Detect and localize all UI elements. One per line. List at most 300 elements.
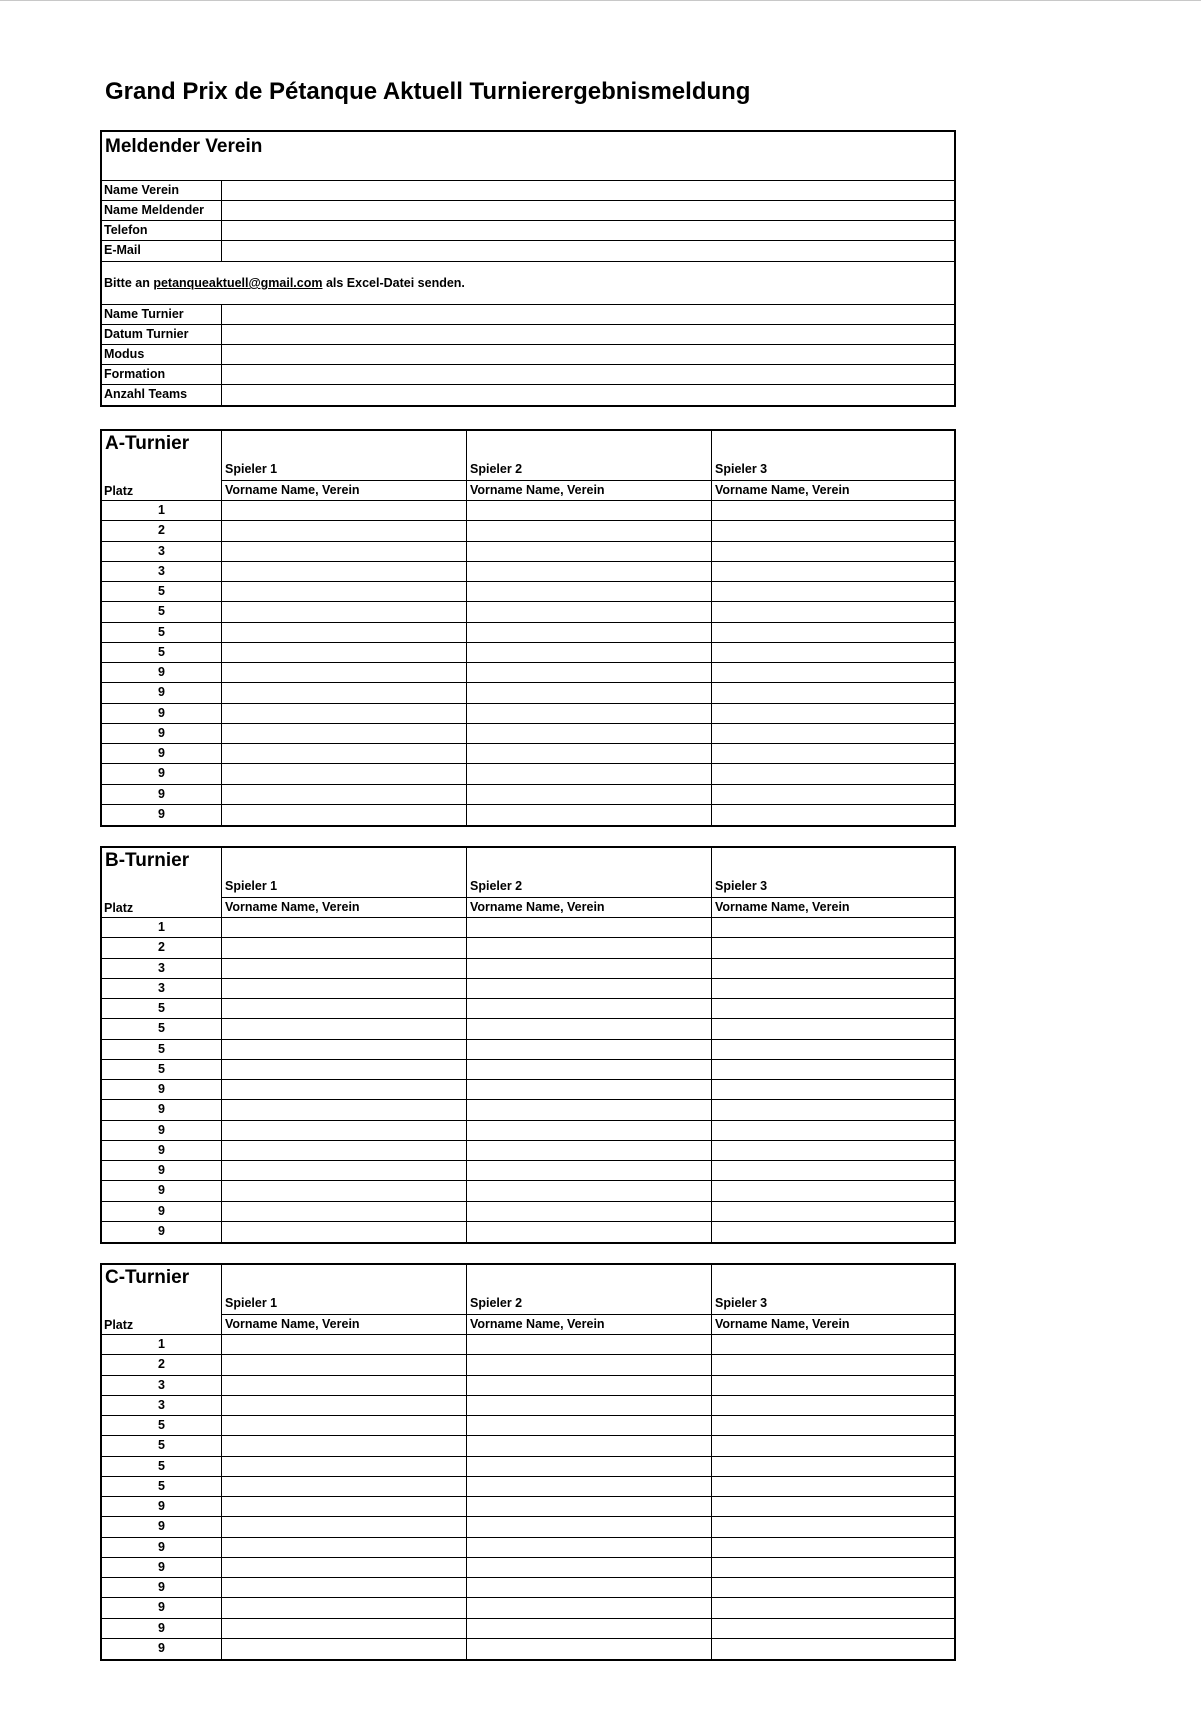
note-before: Bitte an	[104, 276, 154, 290]
player-cell[interactable]	[712, 521, 954, 540]
table-row	[102, 1396, 954, 1416]
form-input[interactable]	[222, 385, 954, 405]
player-cell[interactable]	[712, 1598, 954, 1617]
player-cell[interactable]	[712, 1619, 954, 1638]
player-cell[interactable]	[712, 1517, 954, 1536]
table-row	[102, 1416, 954, 1436]
table-row	[102, 1040, 954, 1060]
table-row	[102, 1436, 954, 1456]
player-column-header	[222, 431, 467, 500]
player-subheader: Vorname Name, Verein	[467, 897, 711, 917]
form-label: E-Mail	[102, 241, 222, 261]
club-section-heading	[102, 132, 954, 181]
table-row	[102, 764, 954, 784]
player-cell[interactable]	[467, 1040, 712, 1059]
player-cell[interactable]	[467, 1416, 712, 1435]
player-cell[interactable]	[467, 602, 712, 621]
player-cell[interactable]	[222, 1100, 467, 1119]
player-cell[interactable]	[222, 623, 467, 642]
table-row	[102, 1376, 954, 1396]
player-cell[interactable]	[467, 1598, 712, 1617]
player-cell[interactable]	[712, 582, 954, 601]
player-column-header	[222, 848, 467, 917]
table-row	[102, 1355, 954, 1375]
form-row	[102, 305, 954, 325]
table-row	[102, 1558, 954, 1578]
player-cell[interactable]	[467, 521, 712, 540]
table-row	[102, 1639, 954, 1659]
rank-cell: 9	[102, 1517, 222, 1536]
table-row	[102, 643, 954, 663]
player-cell[interactable]	[222, 501, 467, 520]
table-row	[102, 1141, 954, 1161]
rank-column-header: Platz	[104, 901, 134, 915]
table-row	[102, 1457, 954, 1477]
player-cell[interactable]	[712, 643, 954, 662]
player-column-header	[467, 848, 712, 917]
player-label: Spieler 3	[715, 462, 768, 476]
player-cell[interactable]	[467, 724, 712, 743]
table-row	[102, 724, 954, 744]
player-cell[interactable]	[712, 683, 954, 702]
rank-cell: 5	[102, 623, 222, 642]
club-heading-text: Meldender Verein	[105, 136, 263, 157]
player-label: Spieler 1	[225, 462, 278, 476]
player-subheader: Vorname Name, Verein	[467, 480, 711, 500]
player-cell[interactable]	[222, 1416, 467, 1435]
player-cell[interactable]	[222, 1436, 467, 1455]
table-row	[102, 1619, 954, 1639]
player-cell[interactable]	[712, 959, 954, 978]
table-row	[102, 959, 954, 979]
player-cell[interactable]	[712, 1416, 954, 1435]
player-cell[interactable]	[712, 999, 954, 1018]
tournament-name: A-Turnier	[105, 433, 190, 454]
form-row	[102, 181, 954, 201]
player-cell[interactable]	[222, 1161, 467, 1180]
rank-header-cell	[102, 1265, 222, 1334]
form-label: Name Meldender	[102, 201, 222, 220]
club-fields	[102, 181, 954, 261]
rank-cell: 9	[102, 1161, 222, 1180]
player-subheader: Vorname Name, Verein	[712, 1314, 954, 1334]
player-cell[interactable]	[712, 918, 954, 937]
rank-cell: 5	[102, 1416, 222, 1435]
table-header	[102, 431, 954, 501]
player-label: Spieler 3	[715, 1296, 768, 1310]
player-cell[interactable]	[712, 1436, 954, 1455]
player-cell[interactable]	[222, 1598, 467, 1617]
player-cell[interactable]	[712, 1639, 954, 1659]
player-cell[interactable]	[222, 521, 467, 540]
player-cell[interactable]	[712, 1457, 954, 1476]
player-cell[interactable]	[712, 602, 954, 621]
player-cell[interactable]	[467, 1181, 712, 1200]
table-row	[102, 1060, 954, 1080]
rank-cell: 1	[102, 918, 222, 937]
player-cell[interactable]	[467, 999, 712, 1018]
table-row	[102, 1080, 954, 1100]
player-cell[interactable]	[467, 1619, 712, 1638]
player-cell[interactable]	[222, 704, 467, 723]
form-row	[102, 201, 954, 221]
player-cell[interactable]	[712, 1578, 954, 1597]
rank-cell: 9	[102, 1080, 222, 1099]
form-input[interactable]	[222, 365, 954, 384]
player-cell[interactable]	[222, 1141, 467, 1160]
rank-cell: 5	[102, 582, 222, 601]
player-cell[interactable]	[712, 1477, 954, 1496]
player-cell[interactable]	[467, 1100, 712, 1119]
player-cell[interactable]	[467, 1019, 712, 1038]
player-cell[interactable]	[222, 1457, 467, 1476]
rank-cell: 3	[102, 542, 222, 561]
rank-cell: 3	[102, 1376, 222, 1395]
player-cell[interactable]	[467, 1141, 712, 1160]
rank-cell: 9	[102, 1222, 222, 1242]
player-cell[interactable]	[712, 562, 954, 581]
player-cell[interactable]	[222, 1181, 467, 1200]
rank-cell: 9	[102, 1578, 222, 1597]
rank-cell: 1	[102, 1335, 222, 1354]
table-row	[102, 1019, 954, 1039]
player-cell[interactable]	[222, 663, 467, 682]
player-cell[interactable]	[712, 805, 954, 825]
table-row	[102, 1100, 954, 1120]
player-cell[interactable]	[712, 1161, 954, 1180]
player-column-header	[712, 431, 954, 500]
player-cell[interactable]	[222, 643, 467, 662]
table-row	[102, 1517, 954, 1537]
table-row	[102, 1181, 954, 1201]
player-subheader: Vorname Name, Verein	[712, 480, 954, 500]
rank-cell: 9	[102, 785, 222, 804]
player-cell[interactable]	[712, 542, 954, 561]
rank-cell: 5	[102, 602, 222, 621]
form-input[interactable]	[222, 305, 954, 324]
player-cell[interactable]	[222, 999, 467, 1018]
player-cell[interactable]	[467, 542, 712, 561]
player-cell[interactable]	[222, 938, 467, 957]
player-cell[interactable]	[467, 562, 712, 581]
rank-column-header: Platz	[104, 1318, 134, 1332]
player-cell[interactable]	[467, 704, 712, 723]
player-cell[interactable]	[467, 1161, 712, 1180]
table-header	[102, 848, 954, 918]
rank-cell: 2	[102, 521, 222, 540]
player-cell[interactable]	[222, 562, 467, 581]
note-after: als Excel-Datei senden.	[322, 276, 465, 290]
player-cell[interactable]	[467, 1558, 712, 1577]
player-cell[interactable]	[222, 1060, 467, 1079]
player-cell[interactable]	[712, 724, 954, 743]
player-cell[interactable]	[712, 1355, 954, 1374]
player-column-header	[467, 1265, 712, 1334]
table-row	[102, 562, 954, 582]
player-cell[interactable]	[222, 1222, 467, 1242]
player-subheader: Vorname Name, Verein	[222, 480, 466, 500]
rank-cell: 2	[102, 1355, 222, 1374]
rank-cell: 3	[102, 979, 222, 998]
tournament-table-c	[100, 1263, 956, 1661]
table-row	[102, 744, 954, 764]
rank-cell: 9	[102, 1202, 222, 1221]
player-cell[interactable]	[222, 1335, 467, 1354]
player-cell[interactable]	[712, 1376, 954, 1395]
tournament-info-fields	[102, 305, 954, 405]
player-cell[interactable]	[467, 1121, 712, 1140]
rank-cell: 5	[102, 1040, 222, 1059]
player-cell[interactable]	[222, 1639, 467, 1659]
rank-cell: 5	[102, 999, 222, 1018]
player-cell[interactable]	[467, 1355, 712, 1374]
player-cell[interactable]	[222, 1019, 467, 1038]
player-cell[interactable]	[712, 1202, 954, 1221]
player-cell[interactable]	[467, 1060, 712, 1079]
form-label: Datum Turnier	[102, 325, 222, 344]
player-cell[interactable]	[712, 1222, 954, 1242]
player-cell[interactable]	[222, 1040, 467, 1059]
player-cell[interactable]	[467, 1202, 712, 1221]
player-cell[interactable]	[222, 744, 467, 763]
player-cell[interactable]	[222, 683, 467, 702]
rank-cell: 9	[102, 805, 222, 825]
player-cell[interactable]	[222, 979, 467, 998]
player-cell[interactable]	[712, 1100, 954, 1119]
email-link[interactable]: petanqueaktuell@gmail.com	[153, 276, 323, 290]
form-row	[102, 365, 954, 385]
rank-column-header: Platz	[104, 484, 134, 498]
rank-cell: 3	[102, 959, 222, 978]
player-cell[interactable]	[467, 744, 712, 763]
player-cell[interactable]	[712, 663, 954, 682]
player-label: Spieler 2	[470, 1296, 523, 1310]
player-cell[interactable]	[712, 1040, 954, 1059]
player-cell[interactable]	[467, 501, 712, 520]
rank-cell: 9	[102, 663, 222, 682]
rank-cell: 3	[102, 1396, 222, 1415]
player-cell[interactable]	[222, 1578, 467, 1597]
player-cell[interactable]	[467, 1497, 712, 1516]
player-cell[interactable]	[467, 1517, 712, 1536]
page-title: Grand Prix de Pétanque Aktuell Turnierergebnismeldung	[105, 78, 751, 105]
player-cell[interactable]	[222, 1396, 467, 1415]
player-cell[interactable]	[222, 1121, 467, 1140]
rank-cell: 2	[102, 938, 222, 957]
player-cell[interactable]	[712, 1080, 954, 1099]
tournament-table-b	[100, 846, 956, 1244]
player-cell[interactable]	[467, 764, 712, 783]
player-cell[interactable]	[467, 663, 712, 682]
player-cell[interactable]	[222, 1538, 467, 1557]
player-cell[interactable]	[467, 1080, 712, 1099]
player-cell[interactable]	[467, 1396, 712, 1415]
form-label: Anzahl Teams	[102, 385, 222, 405]
rank-cell: 5	[102, 1457, 222, 1476]
player-cell[interactable]	[712, 1396, 954, 1415]
table-row	[102, 1121, 954, 1141]
table-row	[102, 542, 954, 562]
table-row	[102, 785, 954, 805]
player-cell[interactable]	[467, 938, 712, 957]
rank-cell: 9	[102, 1598, 222, 1617]
rank-cell: 9	[102, 1121, 222, 1140]
table-row	[102, 979, 954, 999]
player-cell[interactable]	[712, 1141, 954, 1160]
form-label: Telefon	[102, 221, 222, 240]
table-row	[102, 582, 954, 602]
player-cell[interactable]	[222, 1477, 467, 1496]
table-row	[102, 918, 954, 938]
player-cell[interactable]	[467, 1639, 712, 1659]
rank-cell: 9	[102, 683, 222, 702]
form-row	[102, 221, 954, 241]
player-cell[interactable]	[222, 1202, 467, 1221]
player-cell[interactable]	[467, 1376, 712, 1395]
table-row	[102, 1538, 954, 1558]
table-row	[102, 1202, 954, 1222]
table-header	[102, 1265, 954, 1335]
table-row	[102, 805, 954, 825]
rank-cell: 9	[102, 1181, 222, 1200]
table-row	[102, 1222, 954, 1242]
player-cell[interactable]	[467, 979, 712, 998]
player-cell[interactable]	[467, 643, 712, 662]
rank-cell: 5	[102, 643, 222, 662]
player-cell[interactable]	[467, 1457, 712, 1476]
page-top-border	[0, 0, 1201, 1]
player-cell[interactable]	[467, 805, 712, 825]
player-cell[interactable]	[222, 785, 467, 804]
player-cell[interactable]	[712, 501, 954, 520]
player-cell[interactable]	[712, 1121, 954, 1140]
rank-cell: 9	[102, 1639, 222, 1659]
player-cell[interactable]	[712, 1335, 954, 1354]
table-row	[102, 602, 954, 622]
tournament-name: B-Turnier	[105, 850, 190, 871]
player-subheader: Vorname Name, Verein	[712, 897, 954, 917]
player-cell[interactable]	[467, 1335, 712, 1354]
player-cell[interactable]	[222, 959, 467, 978]
player-subheader: Vorname Name, Verein	[222, 1314, 466, 1334]
player-cell[interactable]	[467, 1578, 712, 1597]
form-label: Name Verein	[102, 181, 222, 200]
rank-cell: 9	[102, 1619, 222, 1638]
player-cell[interactable]	[467, 623, 712, 642]
player-cell[interactable]	[712, 623, 954, 642]
player-column-header	[467, 431, 712, 500]
player-cell[interactable]	[467, 582, 712, 601]
player-cell[interactable]	[222, 582, 467, 601]
player-cell[interactable]	[467, 1477, 712, 1496]
player-column-header	[222, 1265, 467, 1334]
player-cell[interactable]	[712, 1558, 954, 1577]
player-cell[interactable]	[222, 1619, 467, 1638]
form-input[interactable]	[222, 201, 954, 220]
player-cell[interactable]	[222, 542, 467, 561]
player-cell[interactable]	[467, 1538, 712, 1557]
rank-cell: 9	[102, 724, 222, 743]
player-cell[interactable]	[222, 602, 467, 621]
form-input[interactable]	[222, 221, 954, 240]
table-row	[102, 1578, 954, 1598]
player-cell[interactable]	[222, 1376, 467, 1395]
player-cell[interactable]	[712, 704, 954, 723]
form-input[interactable]	[222, 241, 954, 261]
player-cell[interactable]	[712, 1538, 954, 1557]
player-cell[interactable]	[712, 1019, 954, 1038]
table-row	[102, 1335, 954, 1355]
table-row	[102, 521, 954, 541]
rank-cell: 9	[102, 764, 222, 783]
player-cell[interactable]	[467, 959, 712, 978]
player-column-header	[712, 848, 954, 917]
form-label: Formation	[102, 365, 222, 384]
rank-cell: 9	[102, 1538, 222, 1557]
player-label: Spieler 1	[225, 1296, 278, 1310]
player-cell[interactable]	[467, 918, 712, 937]
player-cell[interactable]	[222, 1497, 467, 1516]
rank-header-cell	[102, 431, 222, 500]
player-cell[interactable]	[222, 805, 467, 825]
rank-cell: 9	[102, 1558, 222, 1577]
rank-cell: 9	[102, 1497, 222, 1516]
rank-cell: 5	[102, 1436, 222, 1455]
player-cell[interactable]	[222, 918, 467, 937]
rank-cell: 9	[102, 744, 222, 763]
player-cell[interactable]	[222, 1355, 467, 1374]
player-cell[interactable]	[222, 764, 467, 783]
form-input[interactable]	[222, 345, 954, 364]
table-row	[102, 999, 954, 1019]
tournament-name: C-Turnier	[105, 1267, 190, 1288]
table-row	[102, 501, 954, 521]
rank-cell: 9	[102, 1141, 222, 1160]
player-cell[interactable]	[222, 1517, 467, 1536]
player-cell[interactable]	[712, 1181, 954, 1200]
player-cell[interactable]	[712, 938, 954, 957]
table-row	[102, 1477, 954, 1497]
player-cell[interactable]	[712, 785, 954, 804]
rank-cell: 9	[102, 704, 222, 723]
table-row	[102, 663, 954, 683]
player-cell[interactable]	[712, 1060, 954, 1079]
table-row	[102, 1598, 954, 1618]
player-cell[interactable]	[222, 1080, 467, 1099]
player-cell[interactable]	[712, 1497, 954, 1516]
rank-cell: 5	[102, 1060, 222, 1079]
player-cell[interactable]	[467, 1436, 712, 1455]
form-row	[102, 345, 954, 365]
form-input[interactable]	[222, 325, 954, 344]
player-cell[interactable]	[222, 724, 467, 743]
player-cell[interactable]	[467, 683, 712, 702]
player-cell[interactable]	[712, 979, 954, 998]
table-row	[102, 704, 954, 724]
form-input[interactable]	[222, 181, 954, 200]
player-cell[interactable]	[712, 744, 954, 763]
player-cell[interactable]	[712, 764, 954, 783]
form-row	[102, 385, 954, 405]
player-cell[interactable]	[467, 1222, 712, 1242]
player-subheader: Vorname Name, Verein	[467, 1314, 711, 1334]
player-cell[interactable]	[467, 785, 712, 804]
rank-cell: 1	[102, 501, 222, 520]
rank-cell: 3	[102, 562, 222, 581]
rank-cell: 5	[102, 1477, 222, 1496]
player-cell[interactable]	[222, 1558, 467, 1577]
player-subheader: Vorname Name, Verein	[222, 897, 466, 917]
